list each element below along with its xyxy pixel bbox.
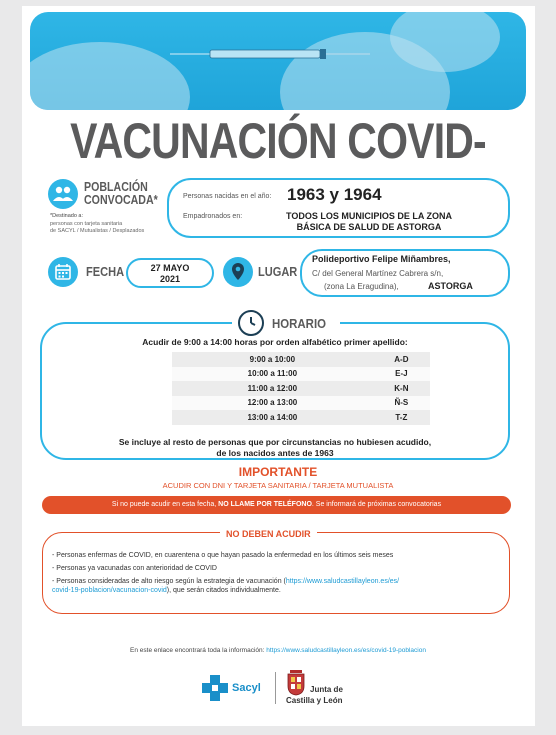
lugar-city: ASTORGA (428, 281, 473, 291)
bar-text-post: . Se informará de próximas convocatorias (311, 501, 442, 508)
vaccine-banner-image (30, 12, 526, 110)
calendar-icon (48, 257, 78, 287)
junta-line-2: Castilla y León (286, 696, 343, 705)
empadronados-line-2: BÁSICA DE SALUD DE ASTORGA (296, 222, 442, 232)
poblacion-pill (167, 178, 510, 238)
bar-text-bold: NO LLAME POR TELÉFONO (218, 501, 312, 508)
horario-header (232, 310, 340, 336)
junta-line-1: Junta de (310, 685, 343, 694)
info-line (0, 647, 556, 654)
list-item: - Personas ya vacunadas con anterioridad de COVID (52, 565, 217, 572)
horario-footer-2: de los nacidos antes de 1963 (216, 448, 334, 458)
lugar-label: LUGAR (258, 264, 298, 279)
info-link[interactable]: https://www.saludcastillayleon.es/es/covid-19-poblacion (266, 647, 426, 654)
item3-pre: - Personas consideradas de alto riesgo según la estrategia de vacunación ( (52, 578, 286, 585)
lugar-zone: (zona La Eragudina), (324, 282, 399, 291)
list-item: - Personas enfermas de COVID, en cuarentena o que hayan pasado la enfermedad en los últimos seis meses (52, 552, 394, 559)
no-deben-label: NO DEBEN ACUDIR (226, 529, 311, 539)
horario-table (172, 352, 430, 425)
empadronados-line-1: TODOS LOS MUNICIPIOS DE LA ZONA (285, 211, 452, 221)
note-line-1: personas con tarjeta sanitaria (50, 221, 123, 227)
location-pin-icon (223, 257, 253, 287)
letters-cell: T-Z (373, 410, 430, 425)
lugar-pill (300, 249, 510, 297)
fecha-line-2: 2021 (159, 274, 181, 284)
letters-cell: Ñ-S (373, 396, 430, 411)
logo-divider (275, 672, 276, 704)
table-row (172, 396, 430, 411)
nacidos-label: Personas nacidas en el año: (183, 193, 272, 200)
item3-post: ), que serán citados individualmente. (166, 587, 281, 594)
table-row (172, 381, 430, 396)
time-cell: 13:00 a 14:00 (172, 410, 373, 425)
bar-text-pre: Si no puede acudir en esta fecha, (111, 501, 217, 508)
letters-cell: K-N (373, 381, 430, 396)
info-pre: En este enlace encontrará toda la información: (130, 647, 265, 654)
time-cell: 9:00 a 10:00 (172, 352, 373, 367)
importante-heading: IMPORTANTE (238, 465, 318, 479)
no-deben-box (42, 532, 510, 614)
fecha-label: FECHA (86, 264, 125, 279)
time-cell: 12:00 a 13:00 (172, 396, 373, 411)
table-row (172, 367, 430, 382)
sacyl-cross-icon (200, 673, 230, 703)
fecha-pill (126, 258, 214, 288)
no-llame-banner (42, 496, 511, 514)
horario-footer-1: Se incluye al resto de personas que por circunstancias no hubiesen acudido, (118, 437, 432, 447)
time-cell: 10:00 a 11:00 (172, 367, 373, 382)
letters-cell: E-J (373, 367, 430, 382)
empadronados-label: Empadronados en: (183, 213, 243, 220)
fecha-line-1: 27 MAYO (150, 263, 190, 273)
list-item (52, 577, 507, 595)
poblacion-label-2: CONVOCADA* (84, 193, 158, 207)
nacidos-value: 1963 y 1964 (287, 185, 382, 204)
page-title: VACUNACIÓN COVID- (70, 113, 486, 169)
syringe-icon (170, 49, 370, 59)
table-row (172, 352, 430, 367)
horario-intro: Acudir de 9:00 a 14:00 horas por orden alfabético primer apellido: (142, 337, 408, 347)
sacyl-text: Sacyl (232, 682, 261, 694)
poblacion-label-1: POBLACIÓN (84, 180, 148, 194)
no-deben-header (220, 524, 317, 542)
note-line-2: de SACYL / Mutualistas / Desplazados (50, 228, 145, 234)
time-cell: 11:00 a 12:00 (172, 381, 373, 396)
vacunacion-link-1[interactable]: https://www.saludcastillayleon.es/es/ (285, 578, 400, 585)
letters-cell: A-D (373, 352, 430, 367)
vacunacion-link-2[interactable]: covid-19-poblacion/vacunacion-covid (52, 587, 167, 594)
importante-docs: ACUDIR CON DNI Y TARJETA SANITARIA / TARJETA MUTUALISTA (162, 481, 394, 490)
lugar-name: Polideportivo Felipe Miñambres, (312, 254, 451, 264)
note-title: *Destinado a: (50, 213, 84, 219)
lugar-address: C/ del General Martínez Cabrera s/n, (312, 269, 444, 278)
junta-shield-icon (286, 668, 306, 696)
clock-icon (238, 310, 264, 336)
table-row (172, 410, 430, 425)
horario-label: HORARIO (272, 315, 327, 331)
people-icon (48, 179, 78, 209)
